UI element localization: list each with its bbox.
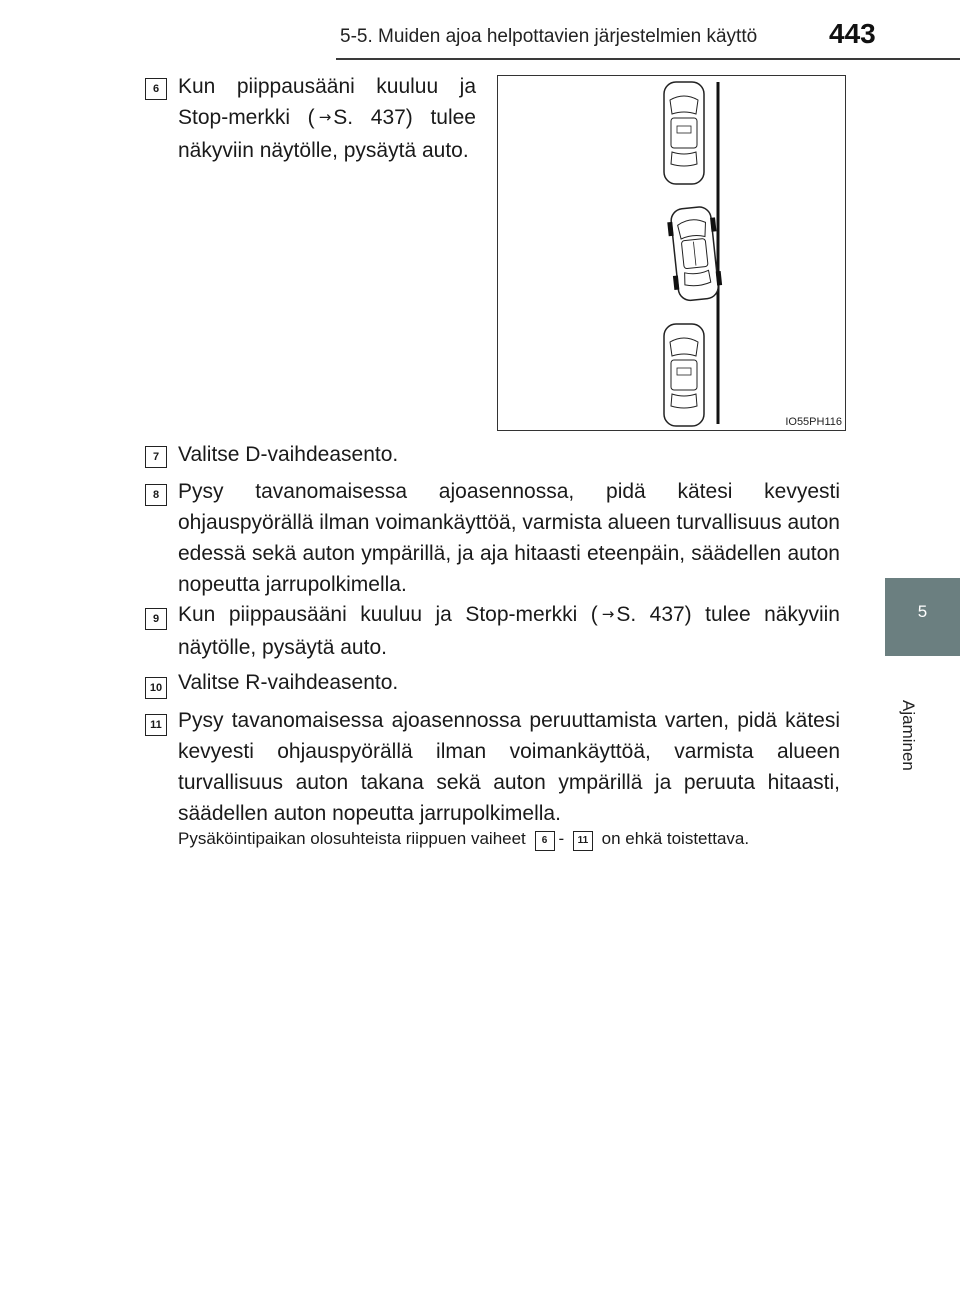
chapter-number: 5 [917,602,928,621]
step-badge: 11 [145,714,167,736]
reversing-car-icon [666,205,723,302]
step-text: Pysy tavanomaisessa ajoasennossa peruuttamista varten, pidä kätesi kevyesti ohjauspyörällä ilman voimankäyttöä, varmista alueen turvallisuus auton takana sekä auton ympärillä ja peruuta hitaasti, säädellen auton nopeutta jarrupolkimella. [178,709,840,825]
step-badge: 6 [145,78,167,100]
arrow-right-icon: → [601,605,615,623]
step-badge: 8 [145,484,167,506]
step-text: Valitse D-vaihdeasento. [178,443,399,466]
parked-car-icon [664,324,704,426]
step-text: Valitse R-vaihdeasento. [178,671,399,694]
step-badge: 11 [573,831,593,851]
page-number: 443 [829,18,876,49]
step-badge: 10 [145,677,167,699]
header-divider [336,58,960,60]
arrow-right-icon: → [318,108,332,126]
figure-code: IO55PH116 [785,416,842,428]
parked-car-icon [664,82,704,184]
step-badge: 7 [145,446,167,468]
step-text: Kun piippausääni kuuluu ja Stop-merkki ( →S. 437) tulee näkyviin näytölle, pysäytä auto. [178,75,476,162]
parking-diagram [498,76,845,430]
parking-illustration [497,75,846,431]
chapter-tab[interactable] [885,578,960,656]
step-text: Kun piippausääni kuuluu ja Stop-merkki ( →S. 437) tulee näkyviin näytölle, pysäytä auto. [178,603,840,659]
chapter-label: Ajaminen [899,700,918,771]
step-text: Pysy tavanomaisessa ajoasennossa, pidä kätesi kevyesti ohjauspyörällä ilman voimankäyttöä, varmista alueen turvallisuus auton edessä sekä auton ympärillä, ja aja hitaasti eteenpäin, säädellen auton nopeutta jarrupolkimella. [178,480,840,596]
step-badge: 9 [145,608,167,630]
section-title: 5-5. Muiden ajoa helpottavien järjestelmien käyttö [340,26,758,47]
step-badge: 6 [535,831,555,851]
repeat-note: Pysäköintipaikan olosuhteista riippuen vaiheet 6 - 11 on ehkä toistettava. [178,829,749,851]
